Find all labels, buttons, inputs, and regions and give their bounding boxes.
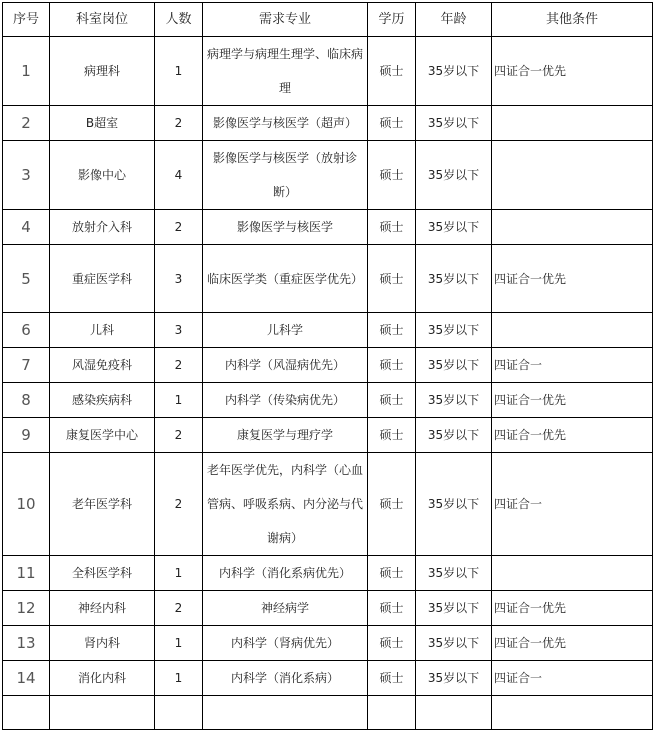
cell-education: 硕士 [368,453,416,556]
table-row [3,591,653,626]
cell-education: 硕士 [368,556,416,591]
cell-count: 2 [155,418,203,453]
header-other: 其他条件 [492,3,653,37]
cell-major: 影像医学与核医学 [203,210,368,245]
cell-age: 35岁以下 [416,661,492,696]
table-row [3,661,653,696]
cell-count: 1 [155,383,203,418]
cell-education: 硕士 [368,37,416,106]
cell-major: 内科学（传染病优先） [203,383,368,418]
cell-dept: 感染疾病科 [50,383,155,418]
cell-major: 内科学（消化系病优先） [203,556,368,591]
cell-major: 内科学（肾病优先） [203,626,368,661]
cell-age: 35岁以下 [416,453,492,556]
cell-count: 2 [155,591,203,626]
header-dept: 科室岗位 [50,3,155,37]
cell-dept: 老年医学科 [50,453,155,556]
cell-seq: 5 [3,245,50,313]
header-education: 学历 [368,3,416,37]
header-count: 人数 [155,3,203,37]
header-major: 需求专业 [203,3,368,37]
cell-other [492,313,653,348]
cell-seq: 4 [3,210,50,245]
cell-education: 硕士 [368,418,416,453]
cell-dept: 影像中心 [50,141,155,210]
cell-count: 2 [155,453,203,556]
cell-seq: 2 [3,106,50,141]
table-row [3,37,653,106]
table-row-partial [3,696,653,730]
cell-other: 四证合一 [492,661,653,696]
cell-seq: 11 [3,556,50,591]
cell-seq: 6 [3,313,50,348]
cell-education: 硕士 [368,313,416,348]
cell-dept: 神经内科 [50,591,155,626]
table-row [3,383,653,418]
cell-education: 硕士 [368,626,416,661]
recruitment-table [2,2,653,730]
cell-count: 1 [155,626,203,661]
table-row [3,210,653,245]
table-row [3,453,653,556]
cell-age: 35岁以下 [416,591,492,626]
cell-age: 35岁以下 [416,383,492,418]
table-row [3,106,653,141]
cell-seq: 14 [3,661,50,696]
header-row [3,3,653,37]
cell-seq: 10 [3,453,50,556]
cell-seq: 1 [3,37,50,106]
cell-other: 四证合一优先 [492,383,653,418]
cell-education: 硕士 [368,141,416,210]
cell-major: 影像医学与核医学（超声） [203,106,368,141]
cell-dept: 消化内科 [50,661,155,696]
cell-major: 神经病学 [203,591,368,626]
cell-age: 35岁以下 [416,37,492,106]
cell-seq: 8 [3,383,50,418]
cell-count: 2 [155,106,203,141]
cell-education: 硕士 [368,210,416,245]
cell-count: 1 [155,37,203,106]
cell-major: 影像医学与核医学（放射诊断） [203,141,368,210]
cell-dept: 全科医学科 [50,556,155,591]
cell-education: 硕士 [368,383,416,418]
cell-age: 35岁以下 [416,348,492,383]
table-row [3,313,653,348]
cell-education: 硕士 [368,348,416,383]
cell-age: 35岁以下 [416,106,492,141]
table-row [3,348,653,383]
cell-count: 2 [155,210,203,245]
cell-dept: 重症医学科 [50,245,155,313]
cell-major: 康复医学与理疗学 [203,418,368,453]
cell-major: 内科学（风湿病优先） [203,348,368,383]
cell-count: 1 [155,661,203,696]
cell-count: 1 [155,556,203,591]
cell-seq: 7 [3,348,50,383]
cell-age: 35岁以下 [416,313,492,348]
cell-dept: 儿科 [50,313,155,348]
cell-count: 3 [155,245,203,313]
cell-count: 3 [155,313,203,348]
cell-other: 四证合一优先 [492,626,653,661]
cell-major: 老年医学优先，内科学（心血管病、呼吸系病、内分泌与代谢病） [203,453,368,556]
cell-age: 35岁以下 [416,245,492,313]
cell-seq: 13 [3,626,50,661]
cell-other: 四证合一优先 [492,245,653,313]
cell-count: 4 [155,141,203,210]
cell-age: 35岁以下 [416,210,492,245]
cell-education: 硕士 [368,245,416,313]
cell-other [492,210,653,245]
cell-dept: 风湿免疫科 [50,348,155,383]
cell-other: 四证合一优先 [492,591,653,626]
cell-education: 硕士 [368,591,416,626]
cell-seq: 9 [3,418,50,453]
cell-age: 35岁以下 [416,556,492,591]
cell-age: 35岁以下 [416,626,492,661]
cell-dept: B超室 [50,106,155,141]
table-row [3,556,653,591]
header-seq: 序号 [3,3,50,37]
table-row [3,141,653,210]
cell-other: 四证合一优先 [492,418,653,453]
cell-other [492,556,653,591]
cell-count: 2 [155,348,203,383]
cell-seq: 3 [3,141,50,210]
table-row [3,418,653,453]
cell-major: 内科学（消化系病） [203,661,368,696]
cell-major: 临床医学类（重症医学优先） [203,245,368,313]
cell-dept: 病理科 [50,37,155,106]
cell-dept: 肾内科 [50,626,155,661]
cell-education: 硕士 [368,106,416,141]
cell-other: 四证合一优先 [492,37,653,106]
cell-major: 儿科学 [203,313,368,348]
cell-other [492,106,653,141]
cell-dept: 康复医学中心 [50,418,155,453]
cell-other: 四证合一 [492,453,653,556]
header-age: 年龄 [416,3,492,37]
table-row [3,245,653,313]
cell-other [492,141,653,210]
cell-age: 35岁以下 [416,141,492,210]
cell-seq: 12 [3,591,50,626]
table-row [3,626,653,661]
cell-age: 35岁以下 [416,418,492,453]
cell-major: 病理学与病理生理学、临床病理 [203,37,368,106]
cell-other: 四证合一 [492,348,653,383]
cell-education: 硕士 [368,661,416,696]
cell-dept: 放射介入科 [50,210,155,245]
